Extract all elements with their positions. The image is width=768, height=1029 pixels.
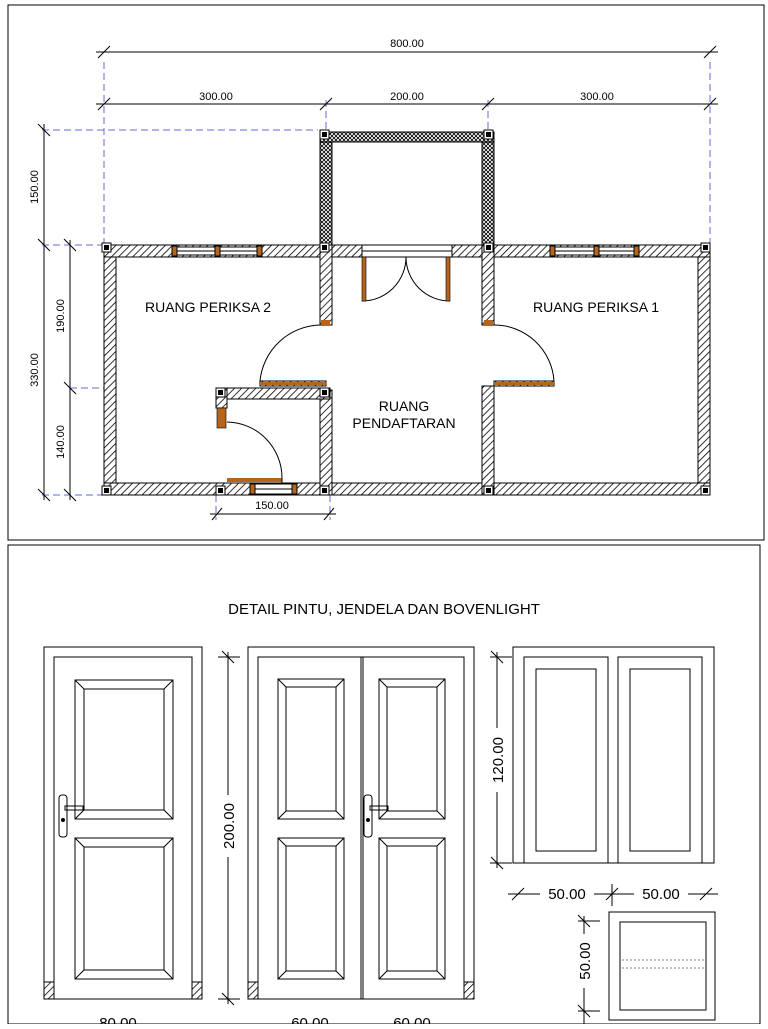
dim-double-door-leaf-left: 60.00: [291, 1015, 329, 1024]
plan-door-swings: [217, 257, 554, 484]
window: [513, 647, 714, 863]
dim-right-width: 300.00: [580, 91, 614, 103]
detail-title: DETAIL PINTU, JENDELA DAN BOVENLIGHT: [228, 601, 540, 618]
plan-windows: [172, 245, 639, 494]
dim-door-height: 200.00: [221, 803, 238, 849]
room-label-periksa-1: RUANG PERIKSA 1: [532, 299, 660, 315]
dim-upper-depth: 190.00: [55, 299, 67, 333]
dim-middle-width: 200.00: [390, 91, 424, 103]
floor-plan-panel: [8, 5, 764, 540]
dim-bovenlight-size: 50.00: [577, 942, 594, 980]
dim-single-door-width: 80.00: [99, 1015, 137, 1024]
dim-total-width: 800.00: [390, 38, 424, 50]
dim-left-width: 300.00: [199, 91, 233, 103]
dim-lower-depth: 140.00: [55, 425, 67, 459]
room-label-pendaftaran-line1: RUANG: [378, 398, 430, 414]
double-door: [248, 647, 474, 999]
bovenlight: [609, 912, 715, 1020]
dim-window-leaf-left: 50.00: [548, 886, 586, 903]
window-width-dimension: [508, 884, 718, 906]
dim-window-height: 120.00: [490, 737, 507, 783]
room-label-pendaftaran-line2: PENDAFTARAN: [352, 415, 456, 431]
dim-main-depth: 330.00: [29, 353, 41, 387]
room-label-periksa-2: RUANG PERIKSA 2: [144, 299, 272, 315]
dim-window-leaf-right: 50.00: [642, 886, 680, 903]
dim-top-projection: 150.00: [29, 170, 41, 204]
plan-frame: [8, 5, 764, 540]
single-door: [44, 647, 202, 999]
dim-double-door-leaf-right: 60.00: [393, 1015, 431, 1024]
plan-extension-lines: [42, 62, 710, 520]
detail-panel: [8, 545, 760, 1024]
dim-toilet-width: 150.00: [255, 500, 289, 512]
plan-dimension-lines: [38, 46, 718, 520]
